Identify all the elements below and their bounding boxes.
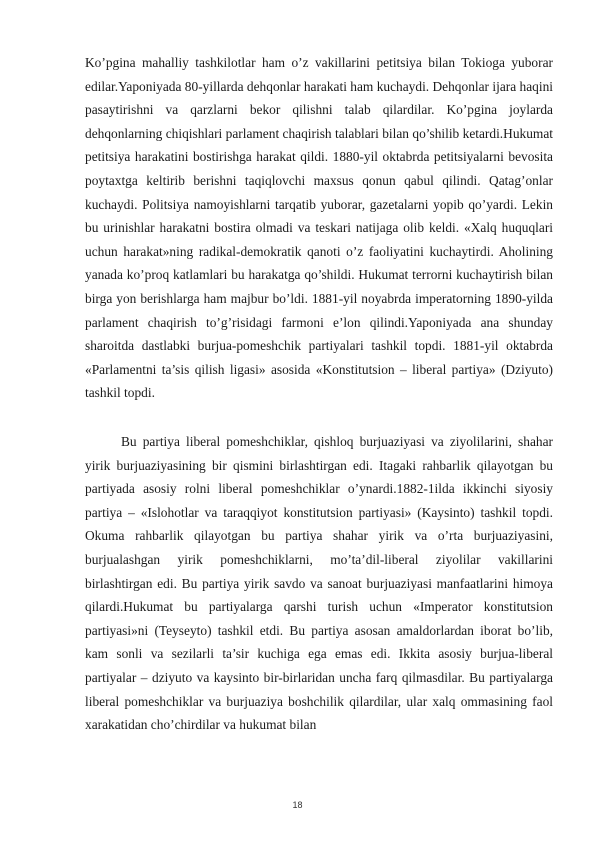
paragraph-2: Bu partiya liberal pomeshchiklar, qishloq burjuaziyasi va ziyolilarini, shahar yirik burjuaziyasining bir qismini birlashtirgan edi. Itagaki rahbarlik qilayotgan bu partiyada asosiy rolni liberal pomeshchiklar o’ynardi.1882-1ilda ikkinchi siyosiy partiya – «Islohotlar va taraqqiyot konstitutsion partiyasi» (Kaysinto) tashkil topdi. Okuma rahbarlik qilayotgan bu partiya shahar yirik va o’rta burjuaziyasini, burjualashgan yirik pomeshchiklarni, mo’ta’dil-liberal ziyolilar vakillarini birlashtirgan edi. Bu partiya yirik savdo va sanoat burjuaziyasi manfaatlarini himoya qilardi.Hukumat bu partiyalarga qarshi turish uchun «Imperator konstitutsion partiyasi»ni (Teyseyto) tashkil etdi. Bu partiya asosan amaldorlardan iborat bo’lib, kam sonli va sezilarli ta’sir kuchiga ega emas edi. Ikkita asosiy burjua-liberal partiyalar – dziyuto va kaysinto bir-birlaridan uncha farq qilmasdilar. Bu partiyalarga liberal pomeshchiklar va burjuaziya boshchilik qilardilar, ular xalq ommasining faol xarakatidan cho’chirdilar va hukumat bilan (85, 434, 553, 733)
page-number: 18 (292, 800, 303, 810)
paragraph-1: Ko’pgina mahalliy tashkilotlar ham o’z vakillarini petitsiya bilan Tokioga yuborar edilar.Yaponiyada 80-yillarda dehqonlar harakati ham kuchaydi. Dehqonlar ijara haqini pasaytirishni va qarzlarni bekor qilishni talab qilardilar. Ko’pgina joylarda dehqonlarning chiqishlari parlament chaqirish talablari bilan qo’shilib ketardi.Hukumat petitsiya harakatini bostirishga harakat qildi. 1880-yil oktabrda petitsiyalarni bevosita poytaxtga keltirib berishni taqiqlovchi maxsus qonun qabul qilindi. Qatag’onlar kuchaydi. Politsiya namoyishlarni tarqatib yuborar, gazetalarni yopib qo’yardi. Lekin bu urinishlar harakatni bostira olmadi va teskari natijaga olib keldi. «Xalq huquqlari uchun harakat»ning radikal-demokratik qanoti o’z faoliyatini kuchaytirdi. Aholining yanada ko’proq katlamlari bu harakatga qo’shildi. Hukumat terrorni kuchaytirish bilan birga yon berishlarga ham majbur bo’ldi. 1881-yil noyabrda imperatorning 1890-yilda parlament chaqirish to’g’risidagi farmoni e’lon qilindi.Yaponiyada ana shunday sharoitda dastlabki burjua-pomeshchik partiyalari tashkil topdi. 1881-yil oktabrda «Parlamentni ta’sis qilish ligasi» asosida «Konstitutsion – liberal partiya» (Dziyuto) tashkil topdi. (85, 55, 553, 401)
